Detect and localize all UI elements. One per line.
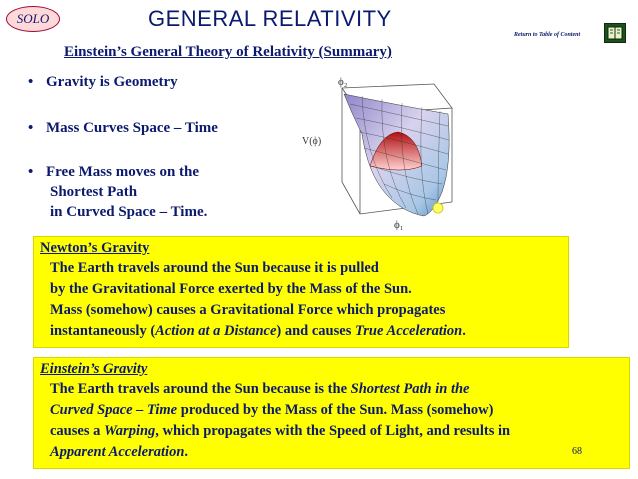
einstein-emphasis: Curved Space – Time (50, 402, 178, 418)
einstein-text: produced by the Mass of the Sun. Mass (somehow) (177, 402, 494, 418)
newton-heading: Newton’s Gravity (40, 240, 150, 256)
newton-text: ) and causes (276, 323, 355, 339)
slide-subtitle: Einstein’s General Theory of Relativity (Summary) (64, 44, 392, 60)
einstein-heading: Einstein’s Gravity (40, 361, 148, 377)
newton-line: The Earth travels around the Sun because it is pulled (50, 260, 379, 276)
v-phi-label: V(ϕ) (302, 136, 322, 147)
newton-line: by the Gravitational Force exerted by the Mass of the Sun. (50, 281, 412, 297)
newton-text: instantaneously ( (50, 323, 156, 339)
bullet-dot: • (28, 74, 34, 90)
book-icon (607, 26, 623, 40)
bullet-continuation: in Curved Space – Time. (50, 204, 208, 220)
newton-emphasis: True Acceleration (354, 323, 463, 339)
bullet-item (28, 74, 178, 91)
return-to-toc-link[interactable]: Return to Table of Content (514, 32, 581, 38)
bullet-item (28, 120, 218, 137)
bullet-dot: • (28, 120, 34, 136)
page-number: 68 (572, 446, 582, 457)
bullet-item (28, 164, 199, 181)
einstein-text: . (184, 444, 189, 460)
bullet-text: Mass Curves Space – Time (46, 120, 218, 136)
newton-line: Mass (somehow) causes a Gravitational Force which propagates (50, 302, 446, 318)
table-of-contents-icon[interactable] (604, 23, 626, 43)
einstein-line (50, 401, 493, 420)
einstein-line (50, 380, 470, 399)
bullet-text: Gravity is Geometry (46, 74, 178, 90)
solo-logo (6, 6, 60, 32)
newton-emphasis: Action at a Distance (155, 323, 277, 339)
phi2-label: ϕ₂ (338, 76, 348, 88)
einstein-text: , which propagates with the Speed of Light, and results in (155, 423, 511, 439)
bullet-continuation: Shortest Path (50, 184, 138, 200)
newton-line (50, 322, 466, 341)
einstein-text: The Earth travels around the Sun because is the (50, 381, 351, 397)
einstein-line (50, 443, 188, 462)
potential-surface-figure (302, 74, 466, 230)
solo-logo-text: SOLO (16, 11, 50, 26)
newton-text: . (462, 323, 466, 339)
einstein-emphasis: Warping (103, 423, 156, 439)
einstein-text: causes a (50, 423, 104, 439)
einstein-emphasis: Shortest Path in the (350, 381, 470, 397)
bullet-dot: • (28, 164, 34, 180)
newton-gravity-box (33, 236, 569, 348)
sun-marker (433, 203, 443, 213)
einstein-gravity-box (33, 357, 630, 469)
phi1-label: ϕ₁ (394, 219, 404, 230)
einstein-emphasis: Apparent Acceleration (50, 444, 185, 460)
einstein-line (50, 422, 510, 441)
bullet-text: Free Mass moves on the (46, 164, 200, 180)
page-title: GENERAL RELATIVITY (148, 6, 392, 31)
